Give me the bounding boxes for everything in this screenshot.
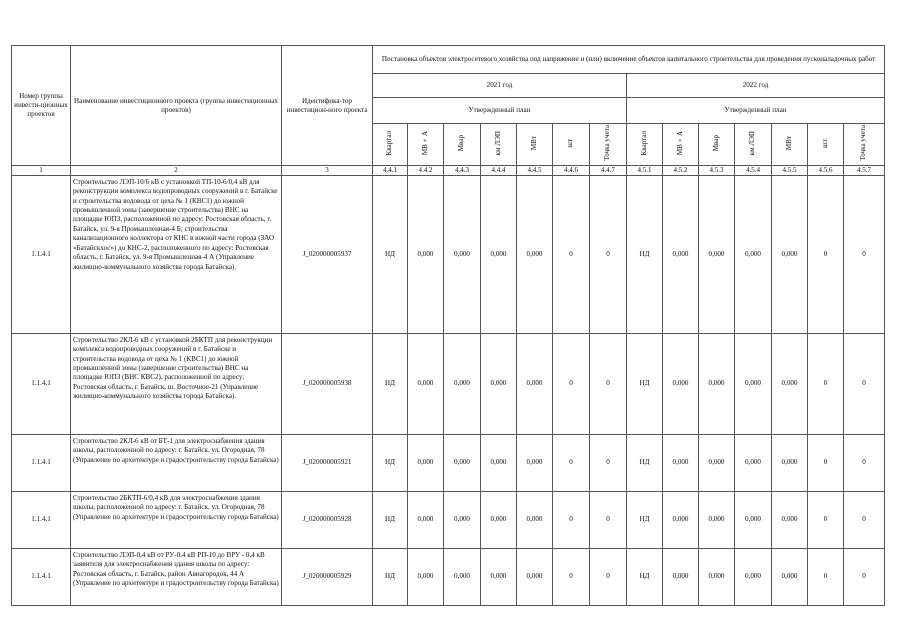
column-index-row [12,166,885,176]
group-number-cell: 1.1.4.1 [12,491,71,548]
value-cell: 0 [553,491,590,548]
value-cell: 0 [808,434,844,491]
column-index: 4.5.5 [772,166,808,176]
column-index: 4.4.1 [373,166,408,176]
unit-label: шт [566,138,575,148]
value-cell: 0,000 [663,434,699,491]
value-cell: 0 [590,491,627,548]
value-cell: 0 [553,333,590,434]
value-cell: 0,000 [699,548,735,605]
value-cell: НД [627,434,663,491]
value-cell: 0,000 [517,333,553,434]
value-cell: 0,000 [517,434,553,491]
unit-label: Мвар [711,134,720,152]
main-title-header: Постановка объектов электросетевого хозяйства под напряжение и (или) включение объектов капитального строительства для проведения пусконаладочных работ [373,46,885,74]
value-cell: 0,000 [408,175,444,333]
value-cell: 0,000 [772,491,808,548]
value-cell: 0,000 [444,434,481,491]
value-cell: 0,000 [517,491,553,548]
value-cell: 0,000 [481,333,517,434]
value-cell: 0,000 [735,333,772,434]
year-2021-header: 2021 год [373,74,627,98]
value-cell: 0 [808,333,844,434]
group-number-cell: 1.1.4.1 [12,434,71,491]
value-cell: 0,000 [699,175,735,333]
unit-header-2021-1 [373,124,408,166]
column-index: 4.5.2 [663,166,699,176]
value-cell: НД [373,491,408,548]
column-index: 4.4.4 [481,166,517,176]
unit-header-2021-2 [408,124,444,166]
value-cell: 0,000 [735,548,772,605]
value-cell: 0,000 [772,434,808,491]
unit-header-2022-6 [808,124,844,166]
value-cell: 0,000 [517,548,553,605]
value-cell: 0,000 [772,333,808,434]
project-name-cell: Строительство ЛЭП-0,4 кВ от РУ-0,4 кВ РП-10 до ВРУ - 0,4 кВ заявителя для электроснабжения здания школы по адресу: Ростовская область, г. Батайск, район Авиагородок, 44 А (Управление по архитектуре и градостроительству города Батайска) [71,548,282,605]
value-cell: 0 [590,175,627,333]
approved-plan-2021-header: Утвержденный план [373,98,627,124]
value-cell: 0 [844,333,885,434]
value-cell: 0 [590,333,627,434]
unit-label: МВт [784,136,793,151]
value-cell: 0,000 [699,434,735,491]
project-name-header: Наименование инвестиционного проекта (группы инвестиционных проектов) [71,46,282,166]
column-index: 4.5.4 [735,166,772,176]
value-cell: 0,000 [735,491,772,548]
column-index: 2 [71,166,282,176]
value-cell: 0,000 [772,548,808,605]
unit-header-2022-3 [699,124,735,166]
value-cell: 0,000 [772,175,808,333]
table-row [12,333,885,434]
column-index: 4.5.7 [844,166,885,176]
column-index: 4.5.1 [627,166,663,176]
value-cell: 0,000 [663,491,699,548]
project-name-cell: Строительство ЛЭП-10/6 кВ с установкой ТП-10-6/0,4 кВ для реконструкции комплекса водопроводных сооружений в г. Батайске и строительства водовода от цеха № 1 (КВС1) до южной промышленной зоны (завершение строительства) ВНС на площадке ЮПЗ, расположенной по адресу: Ростовская область, г. Батайск, ул. 9-я Промышленная-4 Б; строительства канализационного коллектора от КНС в южной части города (ЗАО «Батайскхос») до КНС-2, расположенного по адресу: Ростовская область, г. Батайск, ул. 9-я Промышленная-4 А (Управление жилищно-коммунального хозяйства города Батайска). [71,175,282,333]
table-row [12,548,885,605]
unit-label: Квартал [639,130,648,156]
unit-header-2022-5 [772,124,808,166]
identifier-header: Идентифика-тор инвестицион-ного проекта [282,46,373,166]
column-index: 4.5.3 [699,166,735,176]
table-row [12,175,885,333]
unit-label: МВ×А [675,130,684,156]
project-name-cell: Строительство 2КЛ-6 кВ с установкой 2БКТП для реконструкции комплекса водопроводных сооружений в г. Батайске и строительства водовода от цеха № 1 (КВС1) до южной промышленной зоны (завершение строительства) ВНС на площадке ЮПЗ (ВНС КВС2), расположенной по адресу: Ростовская область, г. Батайск, ш. Восточное-21 (Управление жилищно-коммунального хозяйства города Батайска). [71,333,282,434]
value-cell: 0 [844,491,885,548]
unit-header-2021-3 [444,124,481,166]
value-cell: 0,000 [699,491,735,548]
group-number-cell: 1.1.4.1 [12,175,71,333]
unit-header-2021-6 [553,124,590,166]
value-cell: 0 [844,434,885,491]
unit-label: Точка учета [859,125,868,161]
column-index: 4.4.6 [553,166,590,176]
value-cell: 0 [808,175,844,333]
column-index: 3 [282,166,373,176]
table-header [12,46,885,176]
column-index: 1 [12,166,71,176]
unit-label: км ЛЭП [493,130,502,156]
group-number-header: Номер группы инвести-ционных проектов [12,46,71,166]
value-cell: НД [373,333,408,434]
unit-label: Точка учета [603,125,612,161]
value-cell: 0,000 [481,491,517,548]
value-cell: 0,000 [663,175,699,333]
value-cell: НД [627,333,663,434]
value-cell: 0,000 [408,333,444,434]
value-cell: НД [373,175,408,333]
approved-plan-2022-header: Утвержденный план [627,98,885,124]
value-cell: НД [627,548,663,605]
value-cell: 0,000 [517,175,553,333]
unit-header-2022-7 [844,124,885,166]
project-id-cell: J_020000005928 [282,491,373,548]
group-number-cell: 1.1.4.1 [12,333,71,434]
unit-label: Квартал [385,130,394,156]
value-cell: 0,000 [735,434,772,491]
unit-header-2021-4 [481,124,517,166]
value-cell: 0,000 [408,434,444,491]
value-cell: 0,000 [444,548,481,605]
investment-table [11,45,885,606]
value-cell: 0,000 [735,175,772,333]
column-index: 4.4.2 [408,166,444,176]
unit-header-2022-1 [627,124,663,166]
column-index: 4.5.6 [808,166,844,176]
value-cell: 0 [844,548,885,605]
value-cell: 0 [553,434,590,491]
value-cell: 0,000 [481,434,517,491]
unit-header-2021-7 [590,124,627,166]
column-index: 4.4.3 [444,166,481,176]
unit-header-2022-4 [735,124,772,166]
value-cell: 0,000 [444,491,481,548]
table-body [12,175,885,605]
value-cell: 0 [553,175,590,333]
column-index: 4.4.5 [517,166,553,176]
column-index: 4.4.7 [590,166,627,176]
year-2022-header: 2022 год [627,74,885,98]
value-cell: 0,000 [663,333,699,434]
project-id-cell: J_020000005921 [282,434,373,491]
project-id-cell: J_020000005937 [282,175,373,333]
project-name-cell: Строительство 2БКТП-6/0,4 кВ для электроснабжения здания школы, расположенной по адресу: г. Батайск, ул. Огородная, 78 (Управление по архитектуре и градостроительству города Батайска) [71,491,282,548]
unit-label: Мвар [457,134,466,152]
value-cell: 0,000 [444,175,481,333]
project-id-cell: J_020000005938 [282,333,373,434]
value-cell: 0,000 [699,333,735,434]
value-cell: 0,000 [663,548,699,605]
project-name-cell: Строительство 2КЛ-6 кВ от БТ-1 для электроснабжения здания школы, расположенной по адресу: г. Батайск, ул. Огородная, 78 (Управление по архитектуре и градостроительству города Батайска) [71,434,282,491]
unit-label: шт. [820,138,829,148]
table-row [12,434,885,491]
value-cell: 0,000 [481,548,517,605]
value-cell: НД [627,175,663,333]
value-cell: 0,000 [444,333,481,434]
project-id-cell: J_020000005929 [282,548,373,605]
value-cell: 0 [808,491,844,548]
value-cell: 0 [844,175,885,333]
group-number-cell: 1.1.4.1 [12,548,71,605]
value-cell: 0,000 [408,548,444,605]
value-cell: НД [373,548,408,605]
unit-label: км ЛЭП [748,130,757,156]
unit-header-2021-5 [517,124,553,166]
table-row [12,491,885,548]
unit-label: МВт [529,136,538,151]
value-cell: НД [373,434,408,491]
unit-header-2022-2 [663,124,699,166]
value-cell: 0 [590,434,627,491]
value-cell: 0,000 [481,175,517,333]
value-cell: 0 [808,548,844,605]
value-cell: 0,000 [408,491,444,548]
value-cell: 0 [553,548,590,605]
unit-label: МВ×А [420,130,429,156]
value-cell: 0 [590,548,627,605]
value-cell: НД [627,491,663,548]
